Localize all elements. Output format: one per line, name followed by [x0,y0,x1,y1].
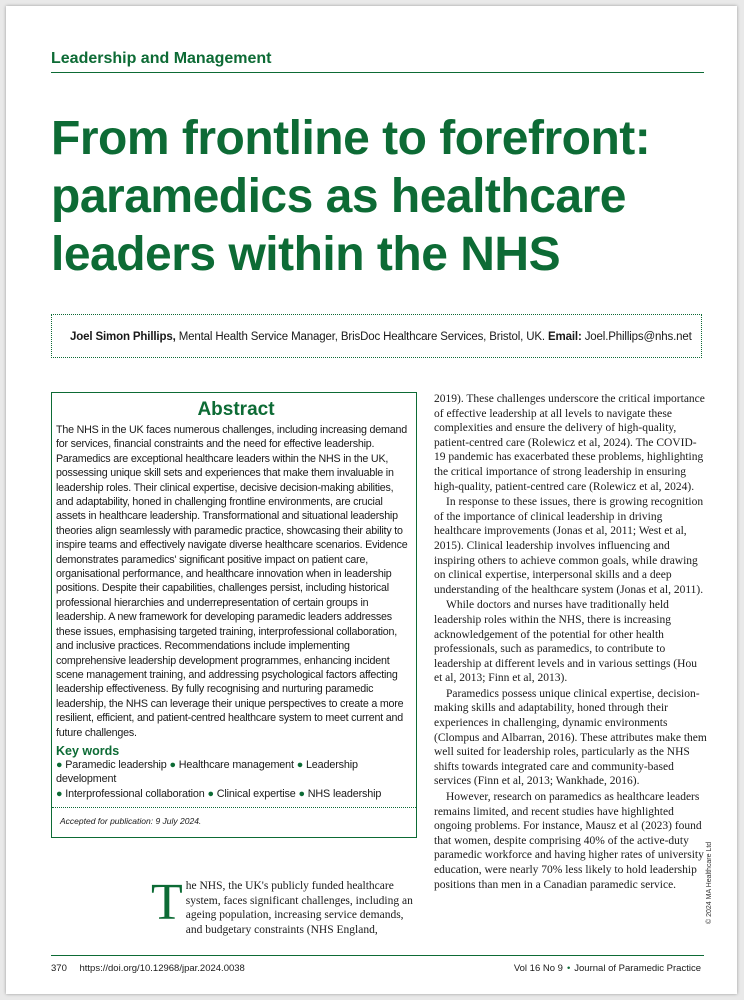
email-label: Email: [548,331,582,343]
body-paragraph: In response to these issues, there is growing recognition of the importance of clinical leadership in driving healthcare improvements (Jonas et al, 2011; West et al, 2015). Clinical leadership involves influencing and inspiring others to achieve common goals, while drawing on clinical expertise, interpersonal skills and a deep understanding of the healthcare system (Jonas et al, 2011). [434,496,704,596]
header-rule [51,72,704,73]
body-paragraph: However, research on paramedics as healthcare leaders remains limited, and recent studies have highlighted ongoing problems. For instance, Mausz et al (2023) found that women, despite comprising 40% of the active-duty paramedic workforce and having higher rates of university education, were nearly 70% less likely to hold leadership positions than men in a Canadian paramedic service. [434,791,704,891]
body-paragraph: Paramedics possess unique clinical expertise, decision-making skills and adaptability, honed through their experiences in challenging, dynamic environments (Clompus and Albarran, 2016). These attributes make them well suited for leadership roles, particularly as the NHS shifts towards integrated care and community-based services (Finn et al, 2013; Wankhade, 2016). [434,687,707,788]
footer-right [514,963,701,974]
keyword: NHS leadership [307,787,382,800]
author-name: Joel Simon Phillips, [70,331,176,343]
title-line-2: paramedics as healthcare [51,170,626,223]
copyright-notice: © 2024 MA Healthcare Ltd [706,841,713,924]
article-title [51,110,711,284]
bullet-icon: ● [207,787,214,800]
keyword: Paramedic leadership [65,758,167,771]
article-page [6,6,737,994]
bullet-icon: ● [298,787,305,800]
keyword: Clinical expertise [216,787,296,800]
author-info [51,314,702,358]
abstract-box [51,392,417,838]
drop-cap: T [151,874,183,931]
body-paragraph: While doctors and nurses have traditionally held leadership roles within the NHS, there is increasing acknowledgement of the potential for other health professionals, such as paramedics, to contribute to leadership at different levels and in various settings (Hou et al, 2013; Finn et al, 2013). [434,599,697,685]
author-affiliation: Mental Health Service Manager, BrisDoc Healthcare Services, Bristol, UK. [178,331,545,343]
bullet-icon: ● [296,758,304,771]
title-line-1: From frontline to forefront: [51,112,651,165]
bullet-icon: ● [56,758,63,771]
doi-link[interactable]: https://doi.org/10.12968/jpar.2024.0038 [79,963,245,974]
abstract-divider [52,807,416,808]
section-label: Leadership and Management [51,50,272,67]
intro-paragraph [151,874,419,937]
intro-text: he NHS, the UK's publicly funded healthcare system, faces significant challenges, including an ageing population, increasing service demands, and budgetary constraints (NHS England, [185,880,413,936]
body-column [434,392,708,892]
abstract-heading: Abstract [197,399,275,420]
keyword: Leadership development [56,758,358,786]
keywords-heading: Key words [56,743,120,758]
keyword: Interprofessional collaboration [65,787,205,800]
keywords-list [56,758,416,802]
body-paragraph: 2019). These challenges underscore the critical importance of effective leadership at all levels to navigate these complexities and ensure the delivery of high-quality, patient-centred care (Rolewicz et al, 2024). The COVID-19 pandemic has exacerbated these problems, highlighting the critical importance of strong leadership in ensuring high-quality, patient-centred care (Rolewicz et al, 2024). [434,393,705,493]
bullet-icon: ● [169,758,176,771]
author-email[interactable]: Joel.Phillips@nhs.net [584,331,692,343]
page-number: 370 [51,963,67,974]
footer-rule [51,955,704,956]
bullet-icon: • [566,963,571,974]
abstract-text: The NHS in the UK faces numerous challenges, including increasing demand for services, financial constraints and the need for effective leadership. Paramedics are exceptional healthcare leaders within the NHS in the UK, possessing unique skill sets and experiences that make them invaluable in leadership roles. Their clinical expertise, decisive decision-making abilities, and adaptability, honed in challenging frontline environments, are crucial assets in healthcare leadership. Transformational and situational leadership theories align seamlessly with paramedic practice, showcasing their ability to inspire teams and effectively navigate diverse healthcare scenarios. Evidence demonstrates paramedics' significant positive impact on patient care, organisational performance, and healthcare innovation when in leadership positions. Despite their capabilities, challenges persist, including historical professional hierarchies and underrepresentation of certain groups in leadership. A new framework for developing paramedic leaders addresses these issues, emphasising targeted training, interprofessional collaboration, and inclusive practices. Recommendations include implementing comprehensive leadership development programmes, enhancing incident scene management training, and addressing psychological factors affecting leadership effectiveness. By fully recognising and nurturing paramedic leadership, the NHS can leverage their unique perspectives to create a more resilient, efficient, and patient-centred healthcare system to meet current and future challenges. [56,424,408,739]
accepted-date: Accepted for publication: 9 July 2024. [60,816,202,826]
footer-left [51,963,245,974]
volume-info: Vol 16 No 9 [513,963,563,974]
title-line-3: leaders within the NHS [51,228,561,281]
keyword: Healthcare management [178,758,294,771]
bullet-icon: ● [56,787,63,800]
journal-name: Journal of Paramedic Practice [574,963,701,974]
